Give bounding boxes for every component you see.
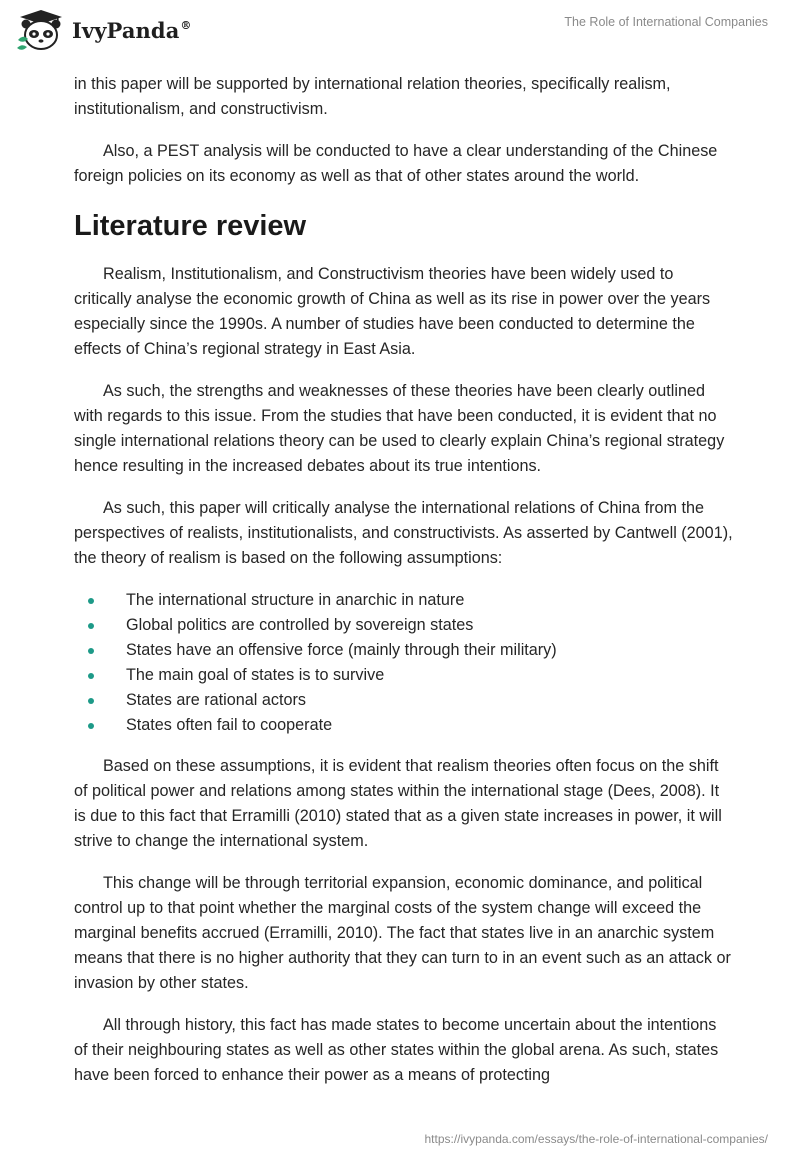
brand-name: IvyPanda®: [72, 17, 192, 43]
document-title: The Role of International Companies: [564, 15, 768, 29]
section-heading: Literature review: [74, 210, 307, 242]
paragraph: Also, a PEST analysis will be conducted to have a clear understanding of the Chinese foreign policies on its economy as well as that of other states around the world.: [74, 142, 718, 185]
paragraph: Based on these assumptions, it is evident that realism theories often focus on the shift of political power and relations among states within the international stage (Dees, 2008). It is due to this fact that Erramilli (2010) stated that as a given state increases in power, it will strive to change the international system.: [74, 757, 722, 850]
bullet-dot-icon: [88, 623, 94, 629]
bullet-dot-icon: [88, 723, 94, 729]
paragraph: All through history, this fact has made states to become uncertain about the intentions of their neighbouring states as well as other states within the global arena. As such, states have been forced to enhance their power as a means of protecting: [74, 1016, 719, 1084]
source-url[interactable]: https://ivypanda.com/essays/the-role-of-international-companies/: [424, 1132, 768, 1146]
essay-content: [74, 72, 734, 1105]
bullet-dot-icon: [88, 598, 94, 604]
bullet-dot-icon: [88, 698, 94, 704]
panda-graduate-icon: [14, 8, 68, 52]
page-header: [0, 0, 800, 60]
paragraph: in this paper will be supported by international relation theories, specifically realism, institutionalism, and constructivism.: [74, 75, 671, 118]
paragraph: Realism, Institutionalism, and Constructivism theories have been widely used to critically analyse the economic growth of China as well as its rise in power over the years especially since the 1990s. A number of studies have been conducted to determine the effects of China’s regional strategy in East Asia.: [74, 265, 711, 358]
paragraph: As such, the strengths and weaknesses of these theories have been clearly outlined with regards to this issue. From the studies that have been conducted, it is evident that no single international relations theory can be used to clearly explain China’s regional strategy hence resulting in the increased debates about its true intentions.: [74, 382, 725, 475]
list-item: States often fail to cooperate: [74, 713, 734, 738]
paragraph: This change will be through territorial expansion, economic dominance, and political control up to that point whether the marginal costs of the system change will exceed the marginal benefits accrued (Erramilli, 2010). The fact that states live in an anarchic system means that there is no higher authority that they can turn to in an event such as an attack or invasion by other states.: [74, 874, 731, 992]
list-item: The main goal of states is to survive: [74, 663, 734, 688]
list-item: Global politics are controlled by sovereign states: [74, 613, 734, 638]
list-item: States are rational actors: [74, 688, 734, 713]
list-item: States have an offensive force (mainly through their military): [74, 638, 734, 663]
paragraph: As such, this paper will critically analyse the international relations of China from the perspectives of realists, institutionalists, and constructivists. As asserted by Cantwell (2001), the theory of realism is based on the following assumptions:: [74, 499, 733, 567]
ivypanda-logo[interactable]: [14, 8, 192, 52]
list-item: The international structure in anarchic in nature: [74, 588, 734, 613]
bullet-dot-icon: [88, 673, 94, 679]
assumptions-list: [74, 588, 734, 738]
bullet-dot-icon: [88, 648, 94, 654]
